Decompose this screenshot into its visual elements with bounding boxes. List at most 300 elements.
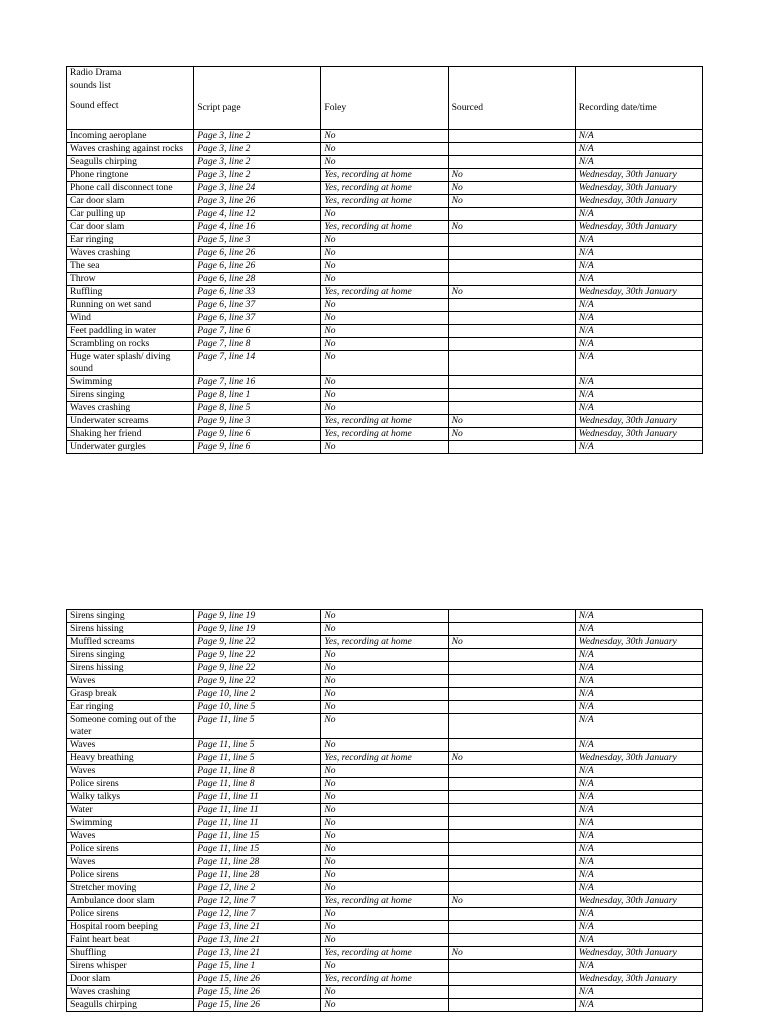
sourced-cell — [448, 623, 575, 636]
table-row — [67, 221, 703, 234]
script-page-cell: Page 4, line 16 — [194, 221, 321, 234]
sound-effect-cell: Phone call disconnect tone — [67, 182, 194, 195]
sound-effect-cell: Ear ringing — [67, 234, 194, 247]
table-row — [67, 610, 703, 623]
recording-date-cell: N/A — [575, 986, 702, 999]
sound-effect-cell: Ruffling — [67, 286, 194, 299]
table-row — [67, 351, 703, 376]
sourced-cell — [448, 934, 575, 947]
sourced-cell — [448, 441, 575, 454]
sound-effect-cell: Waves crashing — [67, 247, 194, 260]
foley-cell: No — [321, 817, 448, 830]
table-row — [67, 973, 703, 986]
sound-effect-cell: Waves — [67, 675, 194, 688]
sourced-cell: No — [448, 221, 575, 234]
script-page-cell: Page 3, line 2 — [194, 156, 321, 169]
sound-effect-cell: Water — [67, 804, 194, 817]
sound-effect-cell: Sirens singing — [67, 389, 194, 402]
script-page-cell: Page 3, line 26 — [194, 195, 321, 208]
sourced-cell: No — [448, 286, 575, 299]
foley-cell: No — [321, 662, 448, 675]
script-page-cell: Page 13, line 21 — [194, 934, 321, 947]
sounds-table-1 — [66, 66, 703, 454]
script-page-cell: Page 9, line 22 — [194, 636, 321, 649]
sound-effect-cell: Car door slam — [67, 195, 194, 208]
table-row — [67, 662, 703, 675]
script-page-cell: Page 11, line 28 — [194, 869, 321, 882]
recording-date-cell: N/A — [575, 869, 702, 882]
sourced-cell — [448, 299, 575, 312]
sound-effect-cell: Police sirens — [67, 869, 194, 882]
script-page-cell: Page 10, line 5 — [194, 701, 321, 714]
sound-effect-cell: Waves — [67, 765, 194, 778]
script-page-cell: Page 13, line 21 — [194, 921, 321, 934]
table-row — [67, 714, 703, 739]
foley-cell: No — [321, 714, 448, 739]
script-page-cell: Page 9, line 22 — [194, 662, 321, 675]
sound-effect-cell: Waves — [67, 856, 194, 869]
recording-date-cell: N/A — [575, 389, 702, 402]
sound-effect-cell: Feet paddling in water — [67, 325, 194, 338]
table-row — [67, 286, 703, 299]
recording-date-cell: Wednesday, 30th January — [575, 752, 702, 765]
sound-effect-cell: Incoming aeroplane — [67, 130, 194, 143]
foley-cell: No — [321, 312, 448, 325]
script-page-cell: Page 11, line 15 — [194, 830, 321, 843]
foley-cell: No — [321, 389, 448, 402]
foley-cell: No — [321, 986, 448, 999]
script-page-cell: Page 7, line 16 — [194, 376, 321, 389]
sourced-cell — [448, 389, 575, 402]
header-recording-date: Recording date/time — [575, 67, 702, 130]
recording-date-cell: N/A — [575, 273, 702, 286]
sound-effect-cell: Car pulling up — [67, 208, 194, 221]
recording-date-cell: N/A — [575, 843, 702, 856]
script-page-cell: Page 11, line 11 — [194, 791, 321, 804]
table-row — [67, 688, 703, 701]
script-page-cell: Page 6, line 33 — [194, 286, 321, 299]
recording-date-cell: N/A — [575, 882, 702, 895]
recording-date-cell: N/A — [575, 623, 702, 636]
recording-date-cell: Wednesday, 30th January — [575, 169, 702, 182]
table-row — [67, 389, 703, 402]
foley-cell: Yes, recording at home — [321, 415, 448, 428]
foley-cell: No — [321, 247, 448, 260]
script-page-cell: Page 6, line 26 — [194, 260, 321, 273]
sourced-cell — [448, 376, 575, 389]
sourced-cell — [448, 960, 575, 973]
table-row — [67, 986, 703, 999]
table-row — [67, 312, 703, 325]
sourced-cell — [448, 817, 575, 830]
foley-cell: Yes, recording at home — [321, 182, 448, 195]
table-row — [67, 441, 703, 454]
recording-date-cell: N/A — [575, 312, 702, 325]
script-page-cell: Page 11, line 15 — [194, 843, 321, 856]
sourced-cell: No — [448, 182, 575, 195]
sourced-cell — [448, 714, 575, 739]
script-page-cell: Page 6, line 37 — [194, 299, 321, 312]
foley-cell: Yes, recording at home — [321, 169, 448, 182]
sourced-cell — [448, 143, 575, 156]
foley-cell: No — [321, 765, 448, 778]
foley-cell: No — [321, 610, 448, 623]
table-row — [67, 701, 703, 714]
sourced-cell — [448, 649, 575, 662]
table-row — [67, 921, 703, 934]
script-page-cell: Page 9, line 3 — [194, 415, 321, 428]
foley-cell: No — [321, 260, 448, 273]
recording-date-cell: N/A — [575, 675, 702, 688]
foley-cell: No — [321, 688, 448, 701]
recording-date-cell: N/A — [575, 817, 702, 830]
script-page-cell: Page 15, line 26 — [194, 999, 321, 1012]
table-row — [67, 195, 703, 208]
sound-effect-cell: Muffled screams — [67, 636, 194, 649]
recording-date-cell: N/A — [575, 856, 702, 869]
table-row — [67, 428, 703, 441]
script-page-cell: Page 12, line 7 — [194, 895, 321, 908]
foley-cell: No — [321, 208, 448, 221]
recording-date-cell: Wednesday, 30th January — [575, 221, 702, 234]
script-page-cell: Page 11, line 8 — [194, 765, 321, 778]
recording-date-cell: Wednesday, 30th January — [575, 428, 702, 441]
sourced-cell: No — [448, 195, 575, 208]
table-row — [67, 999, 703, 1012]
sound-effect-cell: Walky talkys — [67, 791, 194, 804]
sourced-cell: No — [448, 636, 575, 649]
sourced-cell — [448, 338, 575, 351]
recording-date-cell: N/A — [575, 610, 702, 623]
script-page-cell: Page 3, line 2 — [194, 143, 321, 156]
table-row — [67, 376, 703, 389]
foley-cell: No — [321, 234, 448, 247]
recording-date-cell: N/A — [575, 376, 702, 389]
sourced-cell — [448, 804, 575, 817]
recording-date-cell: N/A — [575, 778, 702, 791]
sound-effect-cell: Swimming — [67, 817, 194, 830]
sourced-cell: No — [448, 895, 575, 908]
sound-effect-cell: Someone coming out of the water — [67, 714, 194, 739]
table-row — [67, 895, 703, 908]
table-row — [67, 739, 703, 752]
script-page-cell: Page 3, line 2 — [194, 169, 321, 182]
foley-cell: No — [321, 351, 448, 376]
table-row — [67, 273, 703, 286]
foley-cell: No — [321, 999, 448, 1012]
recording-date-cell: Wednesday, 30th January — [575, 182, 702, 195]
recording-date-cell: N/A — [575, 908, 702, 921]
recording-date-cell: N/A — [575, 260, 702, 273]
recording-date-cell: N/A — [575, 351, 702, 376]
sound-effect-cell: Faint heart beat — [67, 934, 194, 947]
foley-cell: No — [321, 623, 448, 636]
recording-date-cell: Wednesday, 30th January — [575, 415, 702, 428]
script-page-cell: Page 7, line 14 — [194, 351, 321, 376]
recording-date-cell: N/A — [575, 934, 702, 947]
recording-date-cell: N/A — [575, 999, 702, 1012]
foley-cell: No — [321, 804, 448, 817]
recording-date-cell: N/A — [575, 830, 702, 843]
table-row — [67, 623, 703, 636]
sound-effect-cell: Seagulls chirping — [67, 999, 194, 1012]
sourced-cell — [448, 675, 575, 688]
foley-cell: No — [321, 402, 448, 415]
script-page-cell: Page 9, line 19 — [194, 623, 321, 636]
recording-date-cell: Wednesday, 30th January — [575, 947, 702, 960]
sourced-cell: No — [448, 947, 575, 960]
sourced-cell — [448, 869, 575, 882]
sourced-cell: No — [448, 415, 575, 428]
sound-effect-cell: Police sirens — [67, 843, 194, 856]
sourced-cell — [448, 908, 575, 921]
foley-cell: No — [321, 869, 448, 882]
sound-effect-cell: Sirens hissing — [67, 662, 194, 675]
table-row — [67, 182, 703, 195]
table-row — [67, 791, 703, 804]
sourced-cell — [448, 791, 575, 804]
script-page-cell: Page 15, line 26 — [194, 973, 321, 986]
sourced-cell — [448, 208, 575, 221]
sourced-cell — [448, 999, 575, 1012]
sound-effect-cell: Wind — [67, 312, 194, 325]
script-page-cell: Page 11, line 11 — [194, 804, 321, 817]
header-row — [67, 67, 703, 130]
sound-effect-cell: Underwater gurgles — [67, 441, 194, 454]
sourced-cell — [448, 273, 575, 286]
script-page-cell: Page 11, line 5 — [194, 714, 321, 739]
script-page-cell: Page 8, line 1 — [194, 389, 321, 402]
table-row — [67, 143, 703, 156]
script-page-cell: Page 3, line 2 — [194, 130, 321, 143]
sound-effect-cell: Waves — [67, 830, 194, 843]
recording-date-cell: N/A — [575, 156, 702, 169]
sound-effect-cell: Ear ringing — [67, 701, 194, 714]
table-row — [67, 830, 703, 843]
sourced-cell: No — [448, 752, 575, 765]
header-label: Sound effect — [70, 100, 119, 111]
doc-title-line-1: Radio Drama — [70, 67, 122, 78]
sound-effect-cell: Sirens hissing — [67, 623, 194, 636]
sourced-cell — [448, 130, 575, 143]
sound-effect-cell: Scrambling on rocks — [67, 338, 194, 351]
script-page-cell: Page 6, line 37 — [194, 312, 321, 325]
script-page-cell: Page 9, line 22 — [194, 675, 321, 688]
sound-effect-cell: Seagulls chirping — [67, 156, 194, 169]
foley-cell: No — [321, 791, 448, 804]
recording-date-cell: N/A — [575, 130, 702, 143]
sourced-cell — [448, 739, 575, 752]
foley-cell: No — [321, 130, 448, 143]
foley-cell: No — [321, 934, 448, 947]
foley-cell: No — [321, 649, 448, 662]
sound-effect-cell: Phone ringtone — [67, 169, 194, 182]
recording-date-cell: N/A — [575, 247, 702, 260]
sourced-cell — [448, 351, 575, 376]
table-row — [67, 752, 703, 765]
script-page-cell: Page 10, line 2 — [194, 688, 321, 701]
recording-date-cell: N/A — [575, 649, 702, 662]
recording-date-cell: N/A — [575, 739, 702, 752]
sound-effect-cell: Ambulance door slam — [67, 895, 194, 908]
table-row — [67, 234, 703, 247]
foley-cell: No — [321, 338, 448, 351]
table-row — [67, 843, 703, 856]
foley-cell: Yes, recording at home — [321, 947, 448, 960]
table-row — [67, 778, 703, 791]
script-page-cell: Page 9, line 6 — [194, 428, 321, 441]
doc-title-line-2: sounds list — [70, 79, 111, 91]
sound-effect-cell: Swimming — [67, 376, 194, 389]
sourced-cell — [448, 234, 575, 247]
script-page-cell: Page 15, line 1 — [194, 960, 321, 973]
table-row — [67, 649, 703, 662]
sound-effect-cell: Waves — [67, 739, 194, 752]
table-row — [67, 804, 703, 817]
foley-cell: Yes, recording at home — [321, 195, 448, 208]
sound-effect-cell: Door slam — [67, 973, 194, 986]
table-row — [67, 402, 703, 415]
foley-cell: No — [321, 921, 448, 934]
recording-date-cell: N/A — [575, 804, 702, 817]
recording-date-cell: Wednesday, 30th January — [575, 973, 702, 986]
script-page-cell: Page 7, line 6 — [194, 325, 321, 338]
sound-effect-cell: Hospital room beeping — [67, 921, 194, 934]
sound-effect-cell: Throw — [67, 273, 194, 286]
table-row — [67, 130, 703, 143]
script-page-cell: Page 8, line 5 — [194, 402, 321, 415]
table-row — [67, 156, 703, 169]
sourced-cell — [448, 843, 575, 856]
script-page-cell: Page 7, line 8 — [194, 338, 321, 351]
foley-cell: No — [321, 701, 448, 714]
sourced-cell — [448, 830, 575, 843]
table-row — [67, 856, 703, 869]
foley-cell: Yes, recording at home — [321, 636, 448, 649]
foley-cell: No — [321, 156, 448, 169]
foley-cell: No — [321, 376, 448, 389]
recording-date-cell: N/A — [575, 299, 702, 312]
script-page-cell: Page 11, line 8 — [194, 778, 321, 791]
script-page-cell: Page 9, line 6 — [194, 441, 321, 454]
recording-date-cell: Wednesday, 30th January — [575, 286, 702, 299]
sounds-table-2 — [66, 609, 703, 1012]
table-row — [67, 908, 703, 921]
table-row — [67, 415, 703, 428]
script-page-cell: Page 11, line 5 — [194, 752, 321, 765]
recording-date-cell: N/A — [575, 714, 702, 739]
foley-cell: Yes, recording at home — [321, 286, 448, 299]
sound-effect-cell: The sea — [67, 260, 194, 273]
foley-cell: No — [321, 441, 448, 454]
sound-effect-cell: Sirens singing — [67, 649, 194, 662]
recording-date-cell: Wednesday, 30th January — [575, 195, 702, 208]
sound-effect-cell: Waves crashing against rocks — [67, 143, 194, 156]
foley-cell: No — [321, 739, 448, 752]
sound-effect-cell: Huge water splash/ diving sound — [67, 351, 194, 376]
foley-cell: Yes, recording at home — [321, 973, 448, 986]
script-page-cell: Page 11, line 5 — [194, 739, 321, 752]
script-page-cell: Page 6, line 28 — [194, 273, 321, 286]
table-row — [67, 325, 703, 338]
sourced-cell — [448, 688, 575, 701]
table-row — [67, 208, 703, 221]
sourced-cell — [448, 325, 575, 338]
table-row — [67, 947, 703, 960]
header-sourced: Sourced — [448, 67, 575, 130]
foley-cell: No — [321, 273, 448, 286]
foley-cell: No — [321, 856, 448, 869]
sourced-cell — [448, 402, 575, 415]
sound-effect-cell: Shaking her friend — [67, 428, 194, 441]
sound-effect-cell: Waves crashing — [67, 402, 194, 415]
recording-date-cell: N/A — [575, 688, 702, 701]
table-row — [67, 675, 703, 688]
sourced-cell — [448, 778, 575, 791]
recording-date-cell: N/A — [575, 662, 702, 675]
script-page-cell: Page 5, line 3 — [194, 234, 321, 247]
script-page-cell: Page 3, line 24 — [194, 182, 321, 195]
table-row — [67, 338, 703, 351]
foley-cell: No — [321, 960, 448, 973]
recording-date-cell: Wednesday, 30th January — [575, 895, 702, 908]
recording-date-cell: N/A — [575, 791, 702, 804]
recording-date-cell: Wednesday, 30th January — [575, 636, 702, 649]
sound-effect-cell: Police sirens — [67, 908, 194, 921]
foley-cell: No — [321, 299, 448, 312]
sound-effect-cell: Heavy breathing — [67, 752, 194, 765]
table-row — [67, 636, 703, 649]
sound-effect-cell: Car door slam — [67, 221, 194, 234]
recording-date-cell: N/A — [575, 234, 702, 247]
sound-effect-cell: Waves crashing — [67, 986, 194, 999]
foley-cell: No — [321, 778, 448, 791]
script-page-cell: Page 15, line 26 — [194, 986, 321, 999]
recording-date-cell: N/A — [575, 143, 702, 156]
sound-effect-cell: Grasp break — [67, 688, 194, 701]
sourced-cell — [448, 260, 575, 273]
foley-cell: No — [321, 325, 448, 338]
recording-date-cell: N/A — [575, 402, 702, 415]
foley-cell: Yes, recording at home — [321, 895, 448, 908]
table-row — [67, 299, 703, 312]
sourced-cell — [448, 856, 575, 869]
sourced-cell — [448, 312, 575, 325]
header-script-page: Script page — [194, 67, 321, 130]
sourced-cell — [448, 973, 575, 986]
recording-date-cell: N/A — [575, 765, 702, 778]
header-sound-effect — [67, 67, 194, 130]
table-row — [67, 247, 703, 260]
sourced-cell: No — [448, 169, 575, 182]
foley-cell: No — [321, 675, 448, 688]
script-page-cell: Page 13, line 21 — [194, 947, 321, 960]
header-foley: Foley — [321, 67, 448, 130]
table-row — [67, 817, 703, 830]
recording-date-cell: N/A — [575, 701, 702, 714]
recording-date-cell: N/A — [575, 338, 702, 351]
sourced-cell — [448, 986, 575, 999]
recording-date-cell: N/A — [575, 325, 702, 338]
sourced-cell — [448, 156, 575, 169]
table-row — [67, 260, 703, 273]
foley-cell: Yes, recording at home — [321, 221, 448, 234]
sound-effect-cell: Sirens singing — [67, 610, 194, 623]
table-row — [67, 960, 703, 973]
script-page-cell: Page 12, line 7 — [194, 908, 321, 921]
table-row — [67, 934, 703, 947]
script-page-cell: Page 6, line 26 — [194, 247, 321, 260]
